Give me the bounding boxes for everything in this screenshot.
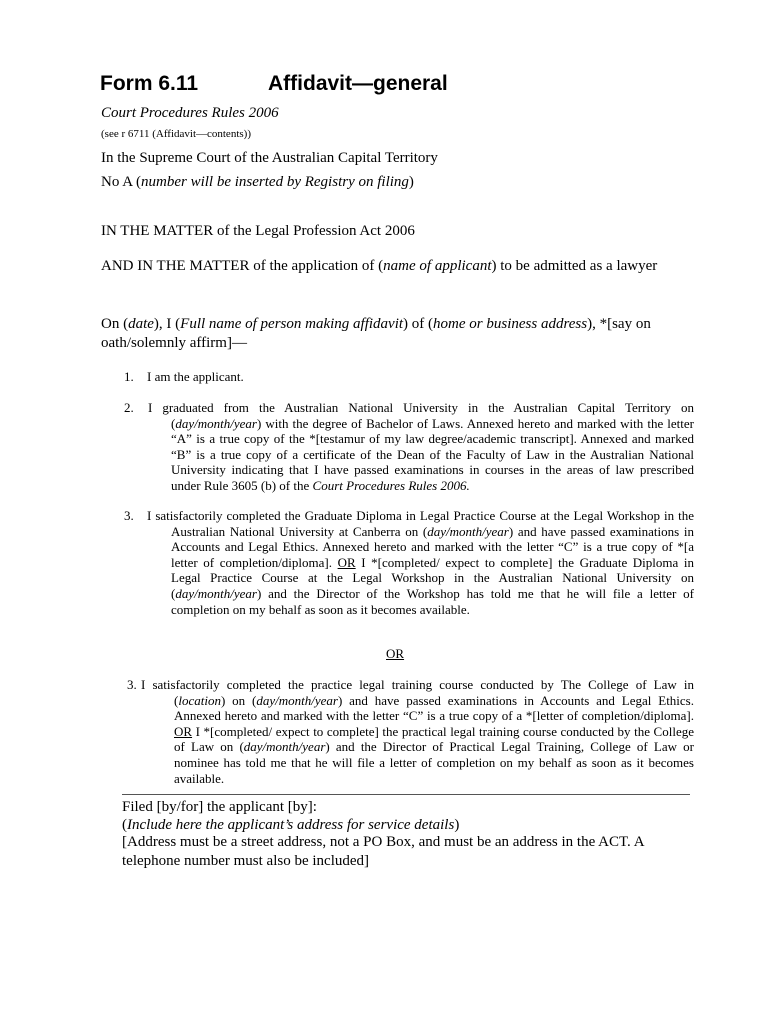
service-address-instruction: (Include here the applicant’s address for service details): [122, 817, 460, 833]
paragraph-3b: I satisfactorily completed the practice legal training course conducted by The College of Law in (location) on (day/month/year) and have passed examinations in Accounts and Legal Ethics. Annexed hereto and marked with the letter “C” is a true copy of a *[letter of completion/diploma]. OR I *[completed/ expect to complete] the practical legal training course conducted by the College of Law on (day/month/year) and the Director of Practical Legal Training, College of Law or nominee has told me that he will file a letter of completion on my behalf as soon as it becomes available.: [141, 677, 694, 786]
rules-name: Court Procedures Rules 2006: [101, 105, 279, 121]
paragraph-3a: I satisfactorily completed the Graduate Diploma in Legal Practice Course at the Legal Workshop in the Australian National University at Canberra on (day/month/year) and have passed examinations in Accounts and Legal Ethics. Annexed hereto and marked with the letter “C” is a true copy of *[a letter of completion/diploma]. OR I *[completed/ expect to complete] the Graduate Diploma in Legal Practice Course at the Legal Workshop in the Australian National University on (day/month/year) and the Director of the Workshop has told me that he will file a letter of completion on my behalf as soon as it becomes available.: [147, 508, 694, 617]
paragraph-3b-number: 3.: [127, 677, 137, 692]
application-matter: AND IN THE MATTER of the application of (name of applicant) to be admitted as a lawyer: [101, 258, 658, 274]
paragraph-2: I graduated from the Australian National University in the Australian Capital Territory on (day/month/year) with the degree of Bachelor of Laws. Annexed hereto and marked with the letter “A” is a true copy of the *[testamur of my law degree/academic transcript]. Annexed and marked “B” is a true copy of a certificate of the Dean of the Faculty of Law in the Australian National University indicating that I have passed examinations in courses in the areas of law prescribed under Rule 3605 (b) of the Court Procedures Rules 2006.: [148, 400, 694, 493]
footer-divider: [122, 794, 690, 795]
paragraph-3a-number: 3.: [124, 508, 134, 523]
rule-reference: (see r 6711 (Affidavit—contents)): [101, 128, 251, 140]
paragraph-1-number: 1.: [124, 369, 134, 384]
file-number: No A (number will be inserted by Registry on filing): [101, 174, 414, 190]
paragraph-2-number: 2.: [124, 400, 134, 415]
filed-by: Filed [by/for] the applicant [by]:: [122, 799, 317, 815]
affidavit-intro: On (date), I (Full name of person making affidavit) of (home or business address), *[say on oath/solemnly affirm]—: [101, 316, 651, 351]
court-name: In the Supreme Court of the Australian Capital Territory: [101, 150, 438, 166]
paragraph-1: I am the applicant.: [147, 369, 244, 384]
address-note: [Address must be a street address, not a PO Box, and must be an address in the ACT. A telephone number must also be included]: [122, 834, 644, 869]
form-number: Form 6.11: [100, 72, 199, 95]
form-title: Affidavit—general: [268, 72, 448, 95]
or-separator: OR: [386, 646, 405, 661]
matter-statement: IN THE MATTER of the Legal Profession Act 2006: [101, 223, 415, 239]
